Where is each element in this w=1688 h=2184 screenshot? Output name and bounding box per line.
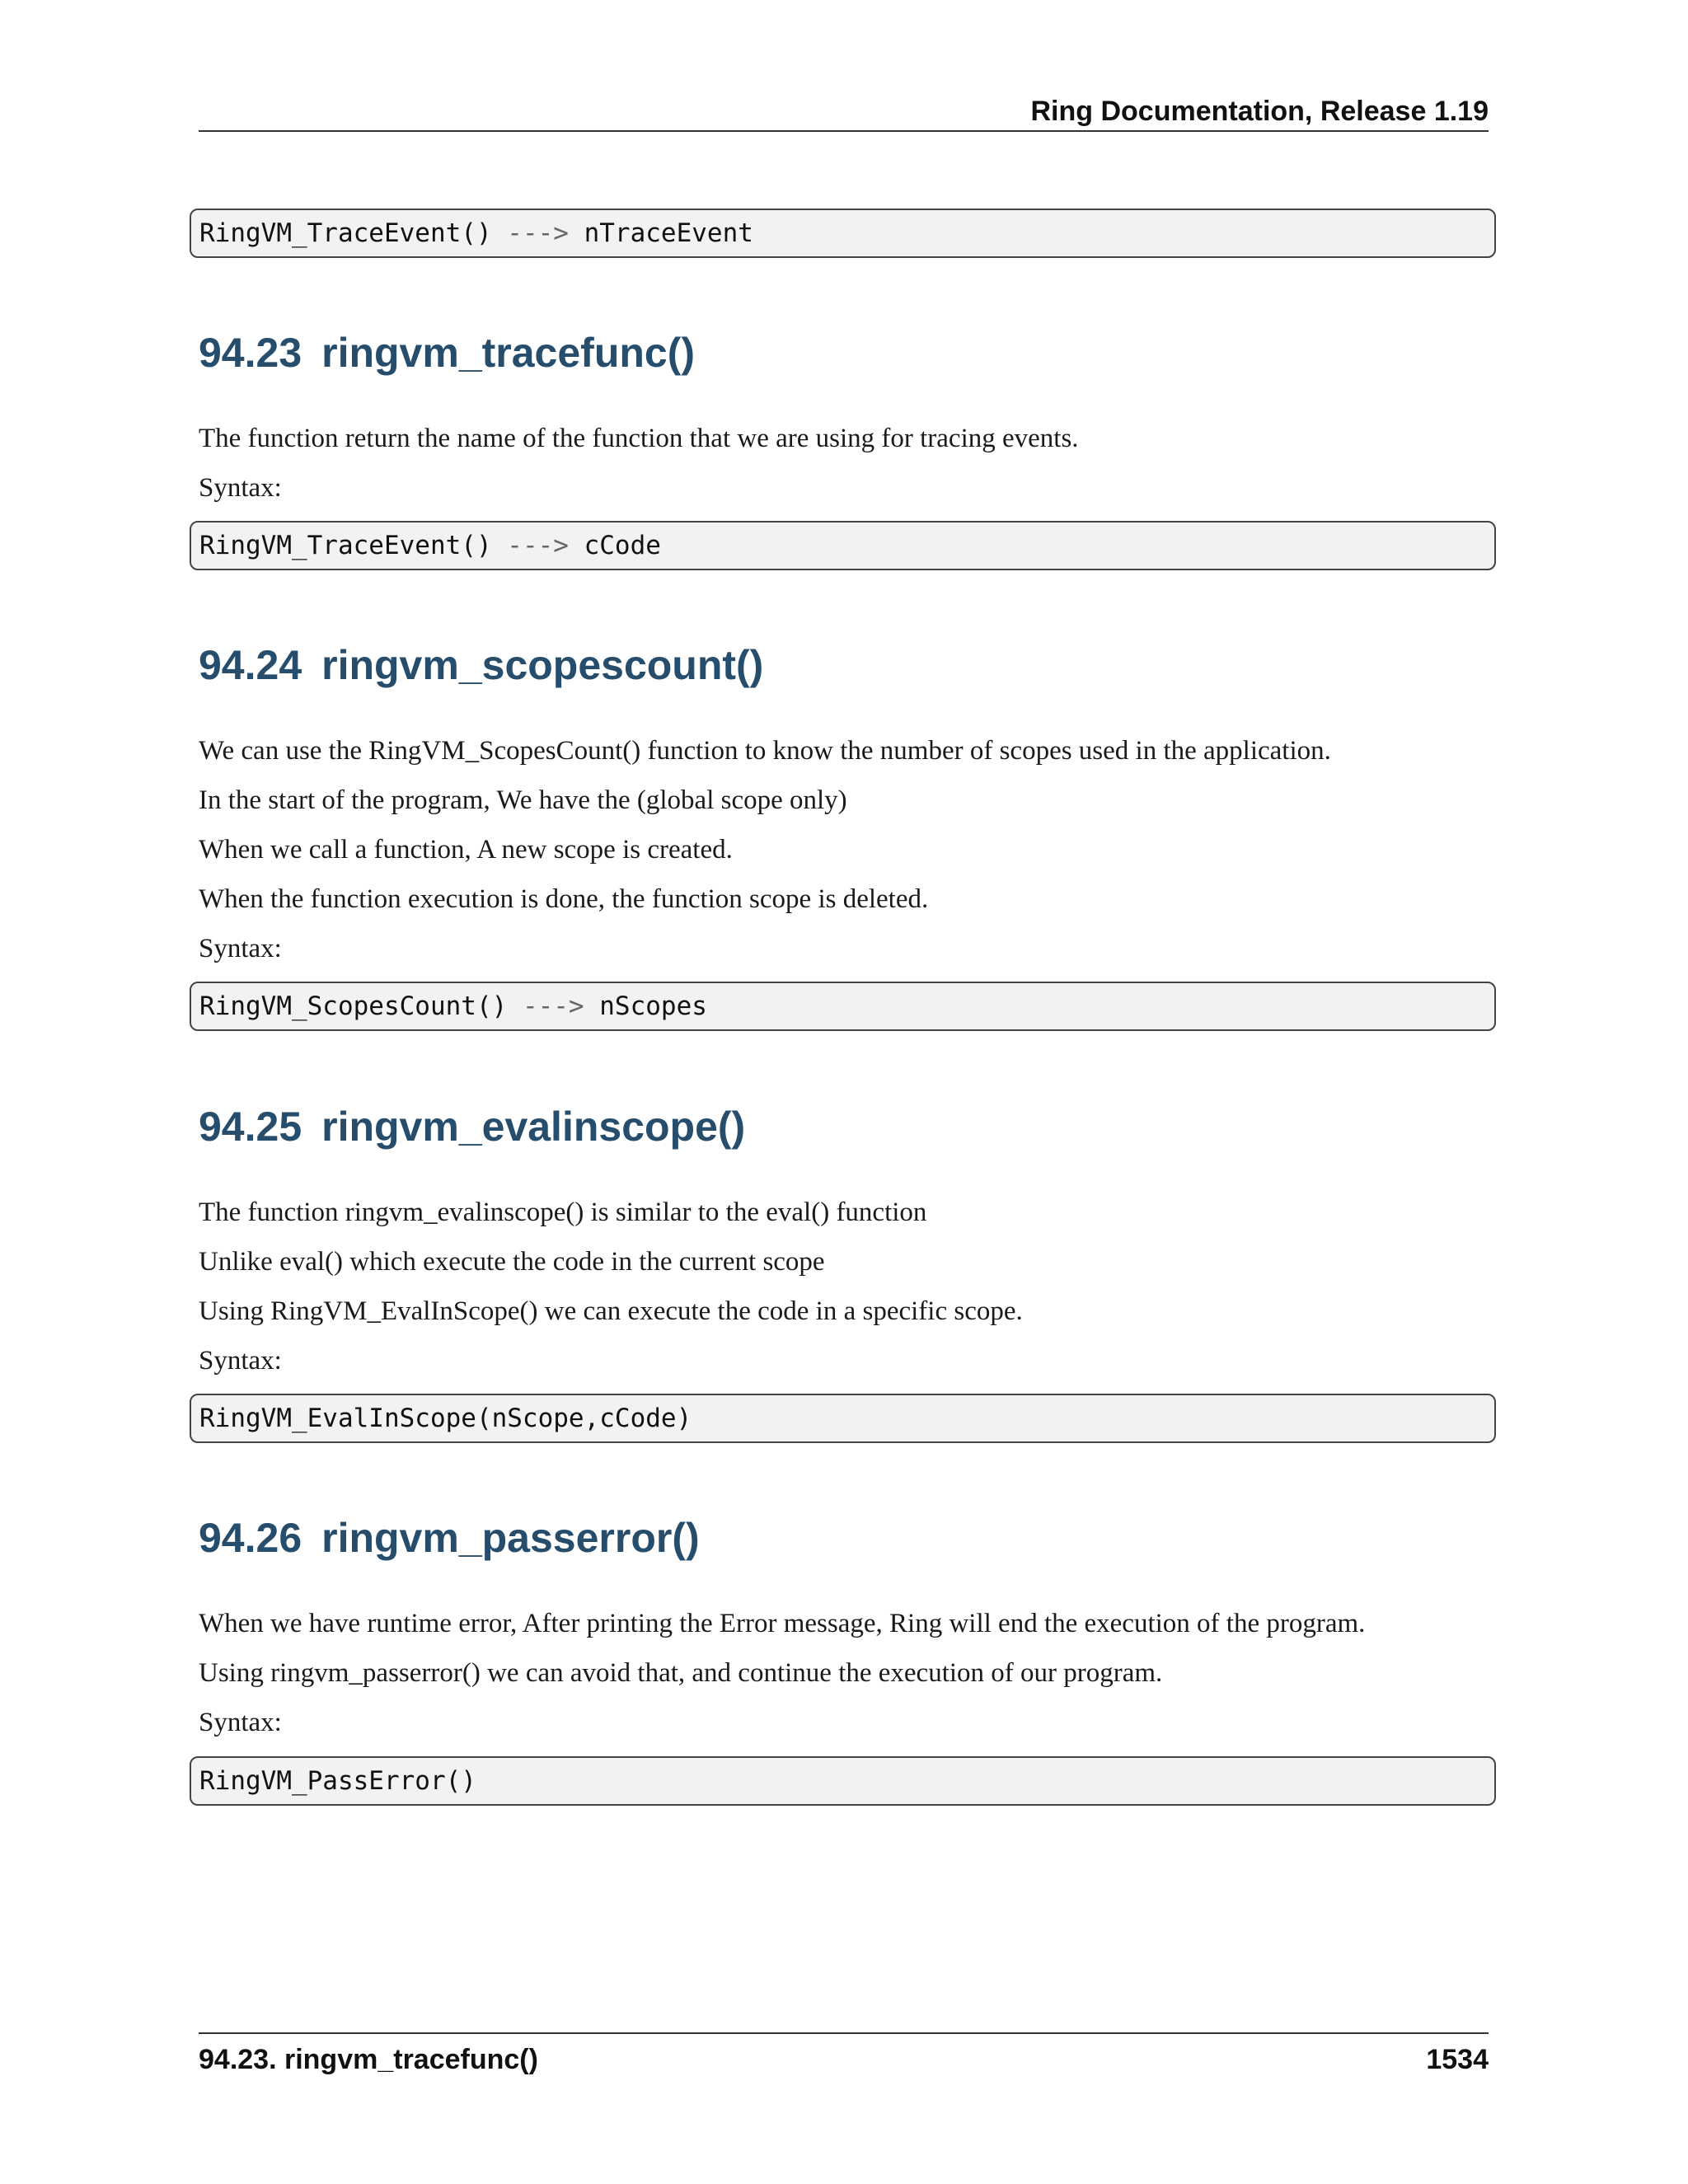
paragraph: Syntax: (199, 934, 282, 963)
code-operator: ---> (507, 218, 569, 248)
code-block-evalinscope: RingVM_EvalInScope(nScope,cCode) (190, 1394, 1496, 1443)
code-text: RingVM_TraceEvent() (199, 531, 508, 560)
page-header (199, 92, 1489, 132)
code-text: RingVM_ScopesCount() (199, 991, 523, 1021)
section-heading-94-25 (199, 1102, 745, 1151)
paragraph: Using RingVM_EvalInScope() we can execute the code in a specific scope. (199, 1296, 1023, 1326)
code-text: cCode (568, 531, 661, 560)
section-number: 94.23 (199, 330, 302, 376)
footer-section-title: 94.23. ringvm_tracefunc() (199, 2044, 538, 2075)
paragraph: When we have runtime error, After printing the Error message, Ring will end the execution of the program. (199, 1609, 1366, 1638)
section-title: ringvm_tracefunc() (321, 330, 696, 376)
section-title: ringvm_scopescount() (321, 642, 764, 688)
code-block-tracefunc (190, 521, 1496, 570)
section-number: 94.26 (199, 1515, 302, 1561)
section-number: 94.24 (199, 642, 302, 688)
section-number: 94.25 (199, 1104, 302, 1150)
paragraph: Syntax: (199, 1708, 282, 1737)
paragraph: The function return the name of the function that we are using for tracing events. (199, 424, 1079, 453)
code-block-scopescount (190, 982, 1496, 1031)
code-operator: ---> (522, 991, 584, 1021)
code-text: RingVM_TraceEvent() (199, 218, 508, 248)
section-heading-94-24 (199, 640, 763, 690)
section-heading-94-23 (199, 328, 695, 377)
code-operator: ---> (507, 531, 569, 560)
paragraph: The function ringvm_evalinscope() is similar to the eval() function (199, 1197, 927, 1227)
paragraph: Using ringvm_passerror() we can avoid that, and continue the execution of our program. (199, 1658, 1163, 1688)
paragraph: When we call a function, A new scope is created. (199, 835, 733, 865)
code-block-trace-event (190, 209, 1496, 258)
paragraph: Unlike eval() which execute the code in the current scope (199, 1247, 825, 1277)
page-footer (199, 2032, 1489, 2083)
code-text: nTraceEvent (568, 218, 753, 248)
section-title: ringvm_passerror() (321, 1515, 700, 1561)
header-title: Ring Documentation, Release 1.19 (1030, 96, 1489, 127)
paragraph: Syntax: (199, 473, 282, 503)
section-title: ringvm_evalinscope() (321, 1104, 746, 1150)
paragraph: In the start of the program, We have the (global scope only) (199, 785, 847, 815)
section-heading-94-26 (199, 1513, 700, 1563)
page-number: 1534 (1426, 2044, 1489, 2075)
code-text: nScopes (584, 991, 707, 1021)
paragraph: When the function execution is done, the function scope is deleted. (199, 884, 929, 914)
paragraph: Syntax: (199, 1346, 282, 1376)
paragraph: We can use the RingVM_ScopesCount() function to know the number of scopes used in the application. (199, 736, 1331, 766)
code-block-passerror: RingVM_PassError() (190, 1756, 1496, 1806)
